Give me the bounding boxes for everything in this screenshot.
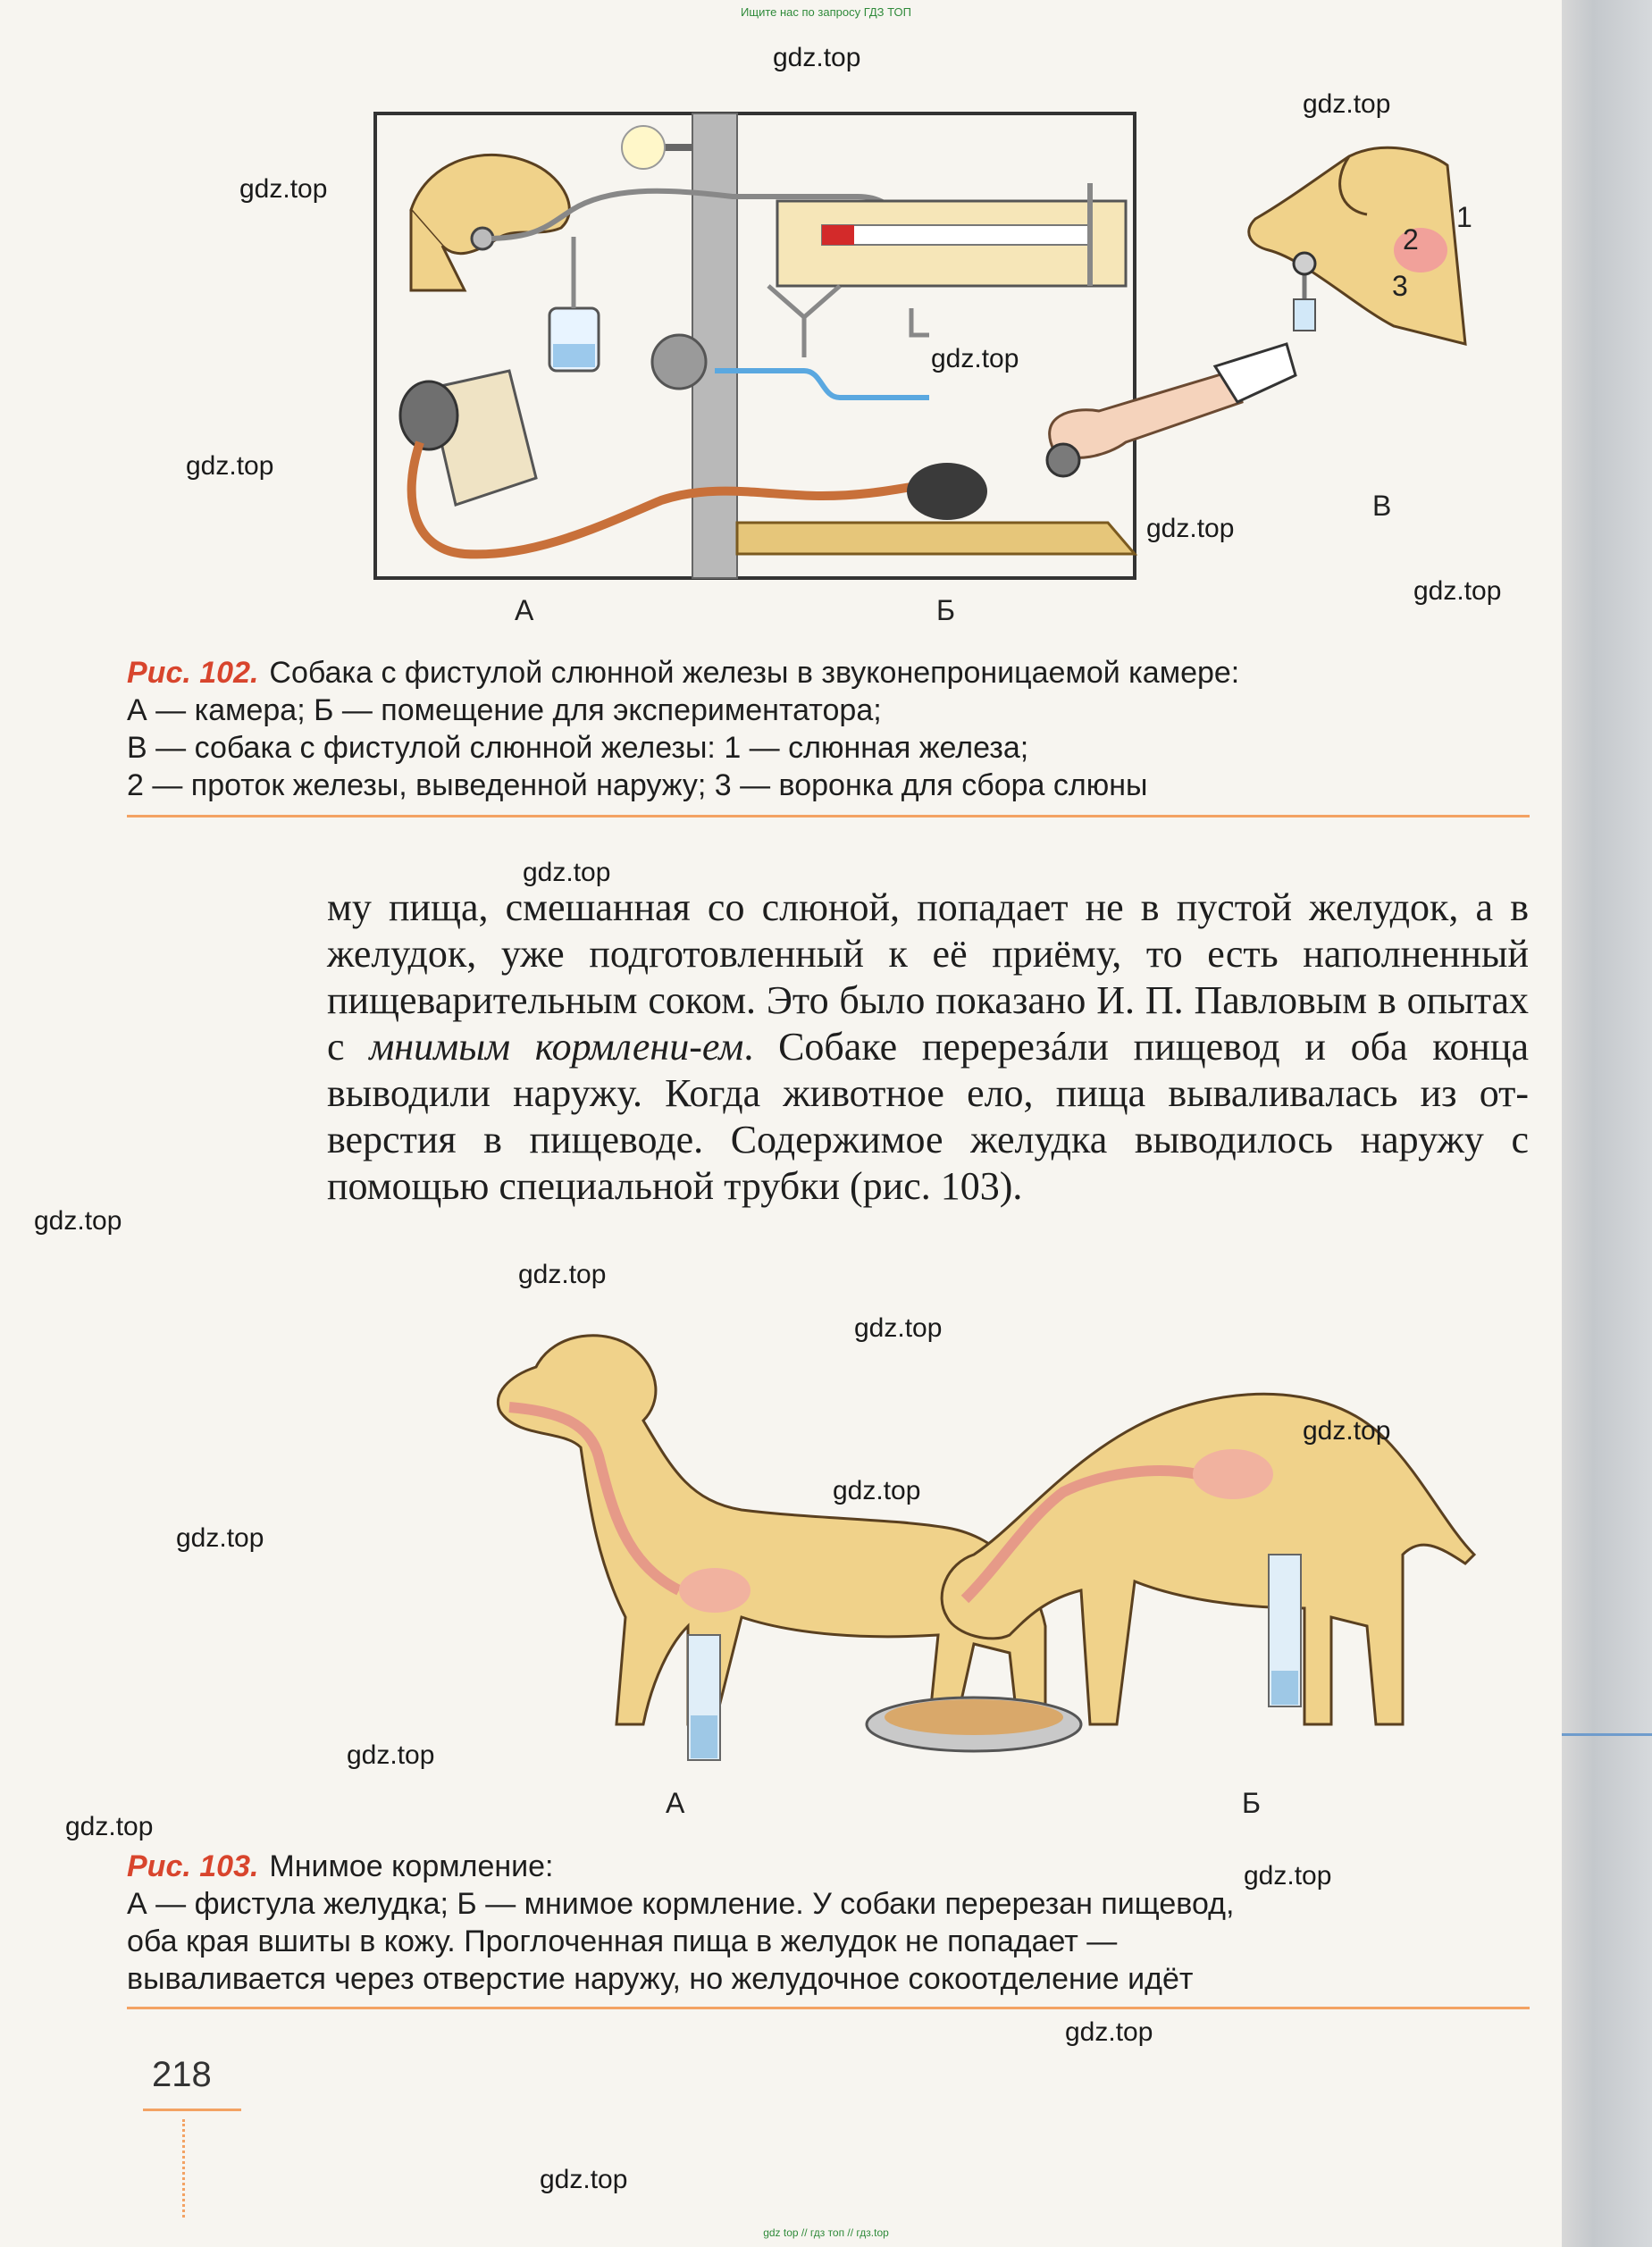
fig102-label-v: В: [1372, 490, 1392, 522]
page-edge: [1562, 0, 1652, 2247]
salivary-gland: [1394, 228, 1447, 272]
page-edge-line: [1562, 1733, 1652, 1736]
watermark: gdz.top: [833, 1476, 921, 1505]
watermark: gdz.top: [1146, 514, 1235, 543]
watermark: gdz.top: [1413, 576, 1502, 606]
watermark: gdz.top: [1303, 1416, 1391, 1446]
fig102-caption-line: В — собака с фистулой слюнной железы: 1 — слюнная железа;: [127, 731, 1029, 765]
fig102-num-1: 1: [1456, 201, 1472, 233]
stomach-a: [679, 1568, 751, 1613]
fig103-caption-line: Мнимое кормление:: [269, 1849, 554, 1883]
bulb-icon: [907, 463, 987, 520]
fig102-caption: [127, 654, 1485, 804]
footer-note: gdz top // гдз топ // гдз.top: [763, 2226, 889, 2239]
table: [737, 523, 1135, 554]
fig103-caption-line: оба края вшиты в кожу. Проглоченная пища в желудок не попадает —: [127, 1924, 1118, 1958]
fig103-caption-line: А — фистула желудка; Б — мнимое кормление. У собаки перерезан пищевод,: [127, 1887, 1235, 1921]
fig102-caption-line: Собака с фистулой слюнной железы в звуконепроницаемой камере:: [269, 656, 1240, 690]
fig102-label-a: А: [515, 594, 534, 626]
watermark: gdz.top: [176, 1523, 264, 1553]
watermark: gdz.top: [1303, 89, 1391, 119]
watermark: gdz.top: [518, 1260, 607, 1289]
watermark: gdz.top: [854, 1313, 943, 1343]
speaker-icon: [652, 335, 706, 389]
fig102-caption-number: Рис. 102.: [127, 656, 259, 690]
hand-icon: [1050, 371, 1242, 457]
figure-102-illustration: [357, 103, 1483, 657]
page-number-dots: [182, 2119, 185, 2218]
funnel-icon: [1294, 299, 1315, 331]
watermark: gdz.top: [186, 451, 274, 481]
page-number-rule: [143, 2109, 241, 2111]
body-emphasis: мнимым кормлени-ем: [369, 1025, 744, 1069]
watermark: gdz.top: [1244, 1861, 1332, 1891]
dog-a-icon: [498, 1336, 1045, 1733]
fig103-caption-number: Рис. 103.: [127, 1849, 259, 1883]
caption-rule: [127, 815, 1530, 817]
watermark: gdz.top: [239, 174, 328, 204]
watermark: gdz.top: [34, 1206, 122, 1236]
body-text-part1: му пища, смешанная со слюной, попадает не в пустой желудок, а в желудок, уже подготовленный к её приёму, то есть наполненный пищеварительным соком. Это было показано И. П. Павловым в опытах с: [327, 885, 1529, 1069]
watermark: gdz.top: [65, 1812, 154, 1841]
page-number: 218: [152, 2055, 212, 2094]
watermark: gdz.top: [347, 1740, 435, 1770]
watermark: gdz.top: [773, 43, 861, 72]
watermark: gdz.top: [931, 344, 1019, 373]
body-paragraph: [327, 885, 1529, 1210]
fig102-num-2: 2: [1403, 223, 1419, 256]
fig103-label-a: А: [666, 1787, 685, 1819]
fig103-label-b: Б: [1242, 1787, 1261, 1819]
stomach-b: [1193, 1449, 1273, 1499]
fig102-label-b: Б: [936, 594, 955, 626]
fig102-num-3: 3: [1392, 270, 1408, 302]
body-text-part2: . Собаке перерезáли пищевод и оба конца выводили наружу. Когда животное ело, пища вываливалась из от-верстия в пищеводе. Содержимое желудка выводилось наружу с помощью специальной трубки (рис. 103).: [327, 1025, 1529, 1208]
fig103-caption-line: вываливается через отверстие наружу, но желудочное сокоотделение идёт: [127, 1962, 1194, 1996]
watermark: gdz.top: [540, 2165, 628, 2194]
watermark: gdz.top: [523, 858, 611, 887]
header-note: Ищите нас по запросу ГДЗ ТОП: [741, 5, 911, 19]
watermark: gdz.top: [1065, 2017, 1153, 2047]
caption-rule: [127, 2007, 1530, 2009]
fig102-caption-line: А — камера; Б — помещение для экспериментатора;: [127, 693, 882, 727]
fig102-caption-line: 2 — проток железы, выведенной наружу; 3 — воронка для сбора слюны: [127, 768, 1148, 802]
lamp-icon: [622, 126, 665, 169]
figure-103-illustration: [420, 1295, 1519, 1796]
